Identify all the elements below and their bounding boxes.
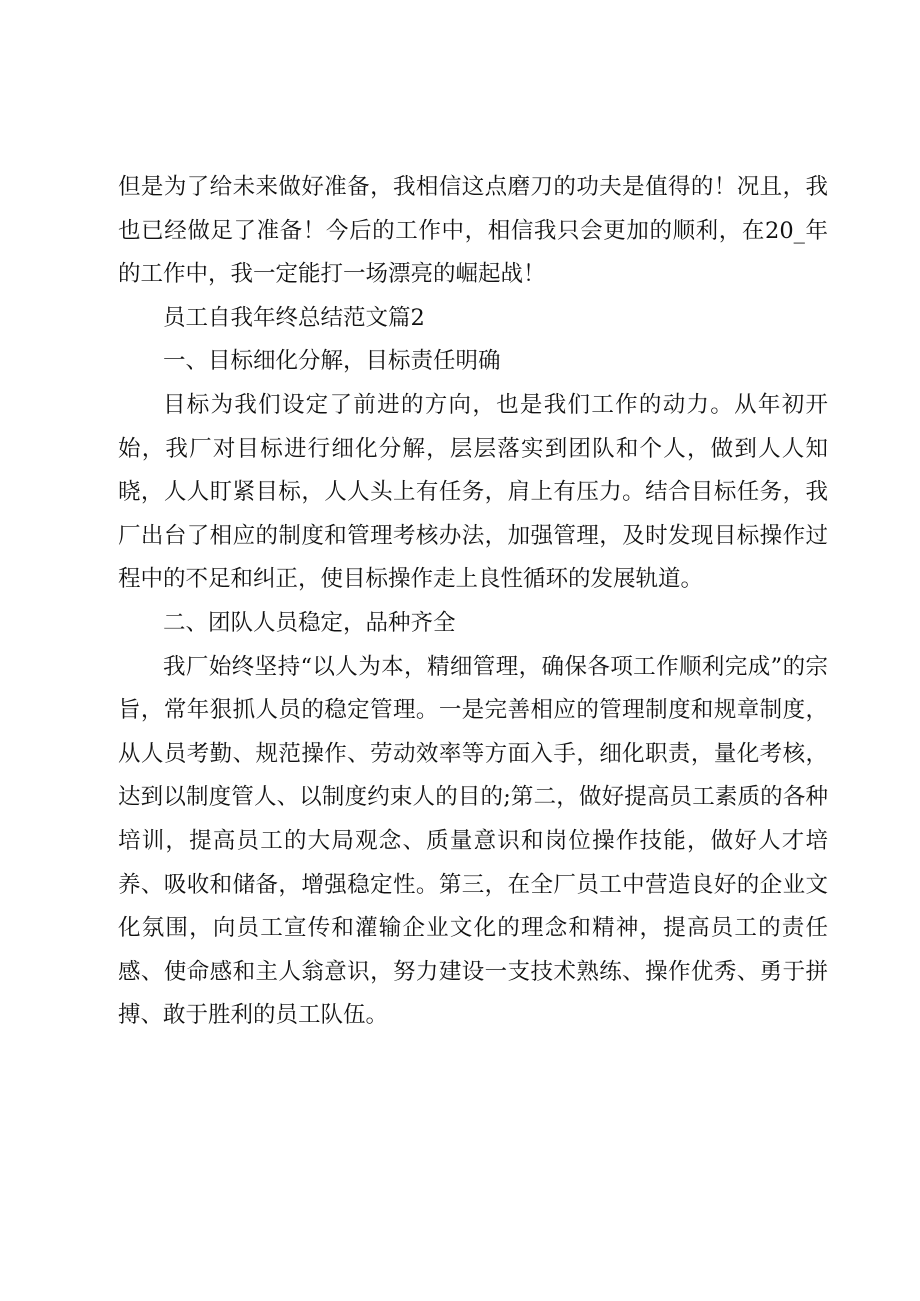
subheading-goals: 一、目标细化分解，目标责任明确 xyxy=(163,348,501,375)
paragraph-continuation: 但是为了给未来做好准备，我相信这点磨刀的功夫是值得的！况且，我也已经做足了准备！今后的工作中，相信我只会更加的顺利，在20_年的工作中，我一定能打一场漂亮的崛起战！ xyxy=(118,174,828,288)
document-body xyxy=(118,166,828,1038)
paragraph-goals: 目标为我们设定了前进的方向，也是我们工作的动力。从年初开始，我厂对目标进行细化分解，层层落实到团队和个人，做到人人知晓，人人盯紧目标，人人头上有任务，肩上有压力。结合目标任务，我厂出台了相应的制度和管理考核办法，加强管理，及时发现目标操作过程中的不足和纠正，使目标操作走上良性循环的发展轨道。 xyxy=(118,391,828,593)
paragraph-team: 我厂始终坚持“以人为本，精细管理，确保各项工作顺利完成”的宗旨，常年狠抓人员的稳定管理。一是完善相应的管理制度和规章制度，从人员考勤、规范操作、劳动效率等方面入手，细化职责，量化考核，达到以制度管人、以制度约束人的目的;第二，做好提高员工素质的各种培训，提高员工的大局观念、质量意识和岗位操作技能，做好人才培养、吸收和储备，增强稳定性。第三，在全厂员工中营造良好的企业文化氛围，向员工宣传和灌输企业文化的理念和精神，提高员工的责任感、使命感和主人翁意识，努力建设一支技术熟练、操作优秀、勇于拼搏、敢于胜利的员工队伍。 xyxy=(118,653,828,1029)
section-title: 员工自我年终总结范文篇2 xyxy=(163,304,425,331)
subheading-team: 二、团队人员稳定，品种齐全 xyxy=(163,609,456,636)
